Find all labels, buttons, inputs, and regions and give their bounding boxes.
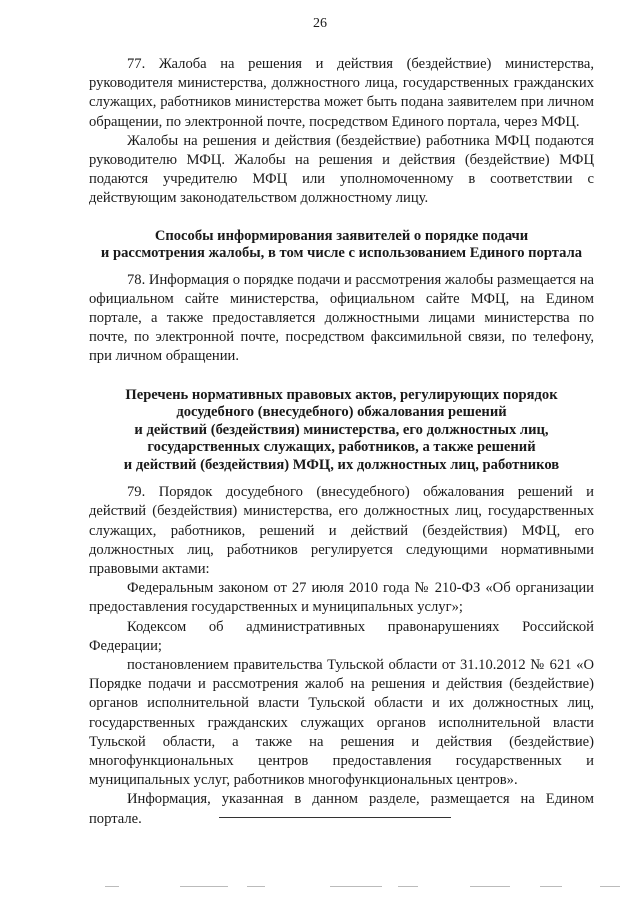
heading-line: Способы информирования заявителей о порядке подачи bbox=[154, 227, 529, 244]
list-item-administrative-code: Кодексом об административных правонарушениях Российской Федерации; bbox=[89, 618, 594, 654]
heading-line: и действий (бездействия) МФЦ, их должностных лиц, работников bbox=[123, 456, 560, 473]
heading-line: Перечень нормативных правовых актов, регулирующих порядок bbox=[125, 386, 558, 403]
end-of-section-divider bbox=[219, 817, 451, 818]
paragraph-77-mfc: Жалобы на решения и действия (бездействие) работника МФЦ подаются руководителю МФЦ. Жалобы на решения и действия (бездействие) МФЦ подаются учредителю МФЦ или уполномоченному в соответствии с действующим законодательством должностному лицу. bbox=[89, 132, 594, 207]
list-item-regional-resolution: постановлением правительства Тульской области от 31.10.2012 № 621 «О Порядке подачи и рассмотрения жалоб на решения и действия (бездействие) органов исполнительной власти Тульской области и их должностных лиц, государственных гражданских служащих органов исполнительной власти Тульской области, а также на решения и действия (бездействие) многофункциональных центров предоставления государственных и муниципальных услуг, работников многофункциональных центров». bbox=[89, 656, 594, 789]
heading-line: и рассмотрения жалобы, в том числе с использованием Единого портала bbox=[100, 245, 583, 262]
section-heading-informing bbox=[89, 228, 594, 263]
paragraph-information-placement: Информация, указанная в данном разделе, размещается на Едином портале. bbox=[89, 791, 594, 827]
heading-line: и действий (бездействия) министерства, его должностных лиц, bbox=[134, 421, 549, 438]
scan-artifact-strip bbox=[0, 883, 640, 891]
paragraph-79: 79. Порядок досудебного (внесудебного) обжалования решений и действий (бездействия) министерства, его должностных лиц, государственных служащих, работников, решений и действий (бездействия) МФЦ, его должностных лиц, работников регулируется следующими нормативными правовыми актами: bbox=[89, 484, 594, 577]
paragraph-78: 78. Информация о порядке подачи и рассмотрения жалобы размещается на официальном сайте министерства, официальном сайте МФЦ, на Едином портале, а также предоставляется должностными лицами министерства по почте, по электронной почте, посредством факсимильной связи, по телефону, при личном обращении. bbox=[89, 271, 594, 365]
paragraph-77: 77. Жалоба на решения и действия (бездействие) министерства, руководителя министерства, должностного лица, государственных гражданских служащих, работников министерства может быть подана заявителем при личном обращении, по электронной почте, посредством Единого портала, через МФЦ. bbox=[89, 56, 594, 130]
page-number: 26 bbox=[313, 16, 327, 31]
list-item-federal-law: Федеральным законом от 27 июля 2010 года № 210-ФЗ «Об организации предоставления государственных и муниципальных услуг»; bbox=[89, 580, 594, 616]
heading-line: досудебного (внесудебного) обжалования решений bbox=[176, 404, 507, 421]
section-heading-legal-acts bbox=[89, 387, 594, 475]
document-body bbox=[89, 55, 594, 829]
heading-line: государственных служащих, работников, а также решений bbox=[147, 439, 536, 456]
